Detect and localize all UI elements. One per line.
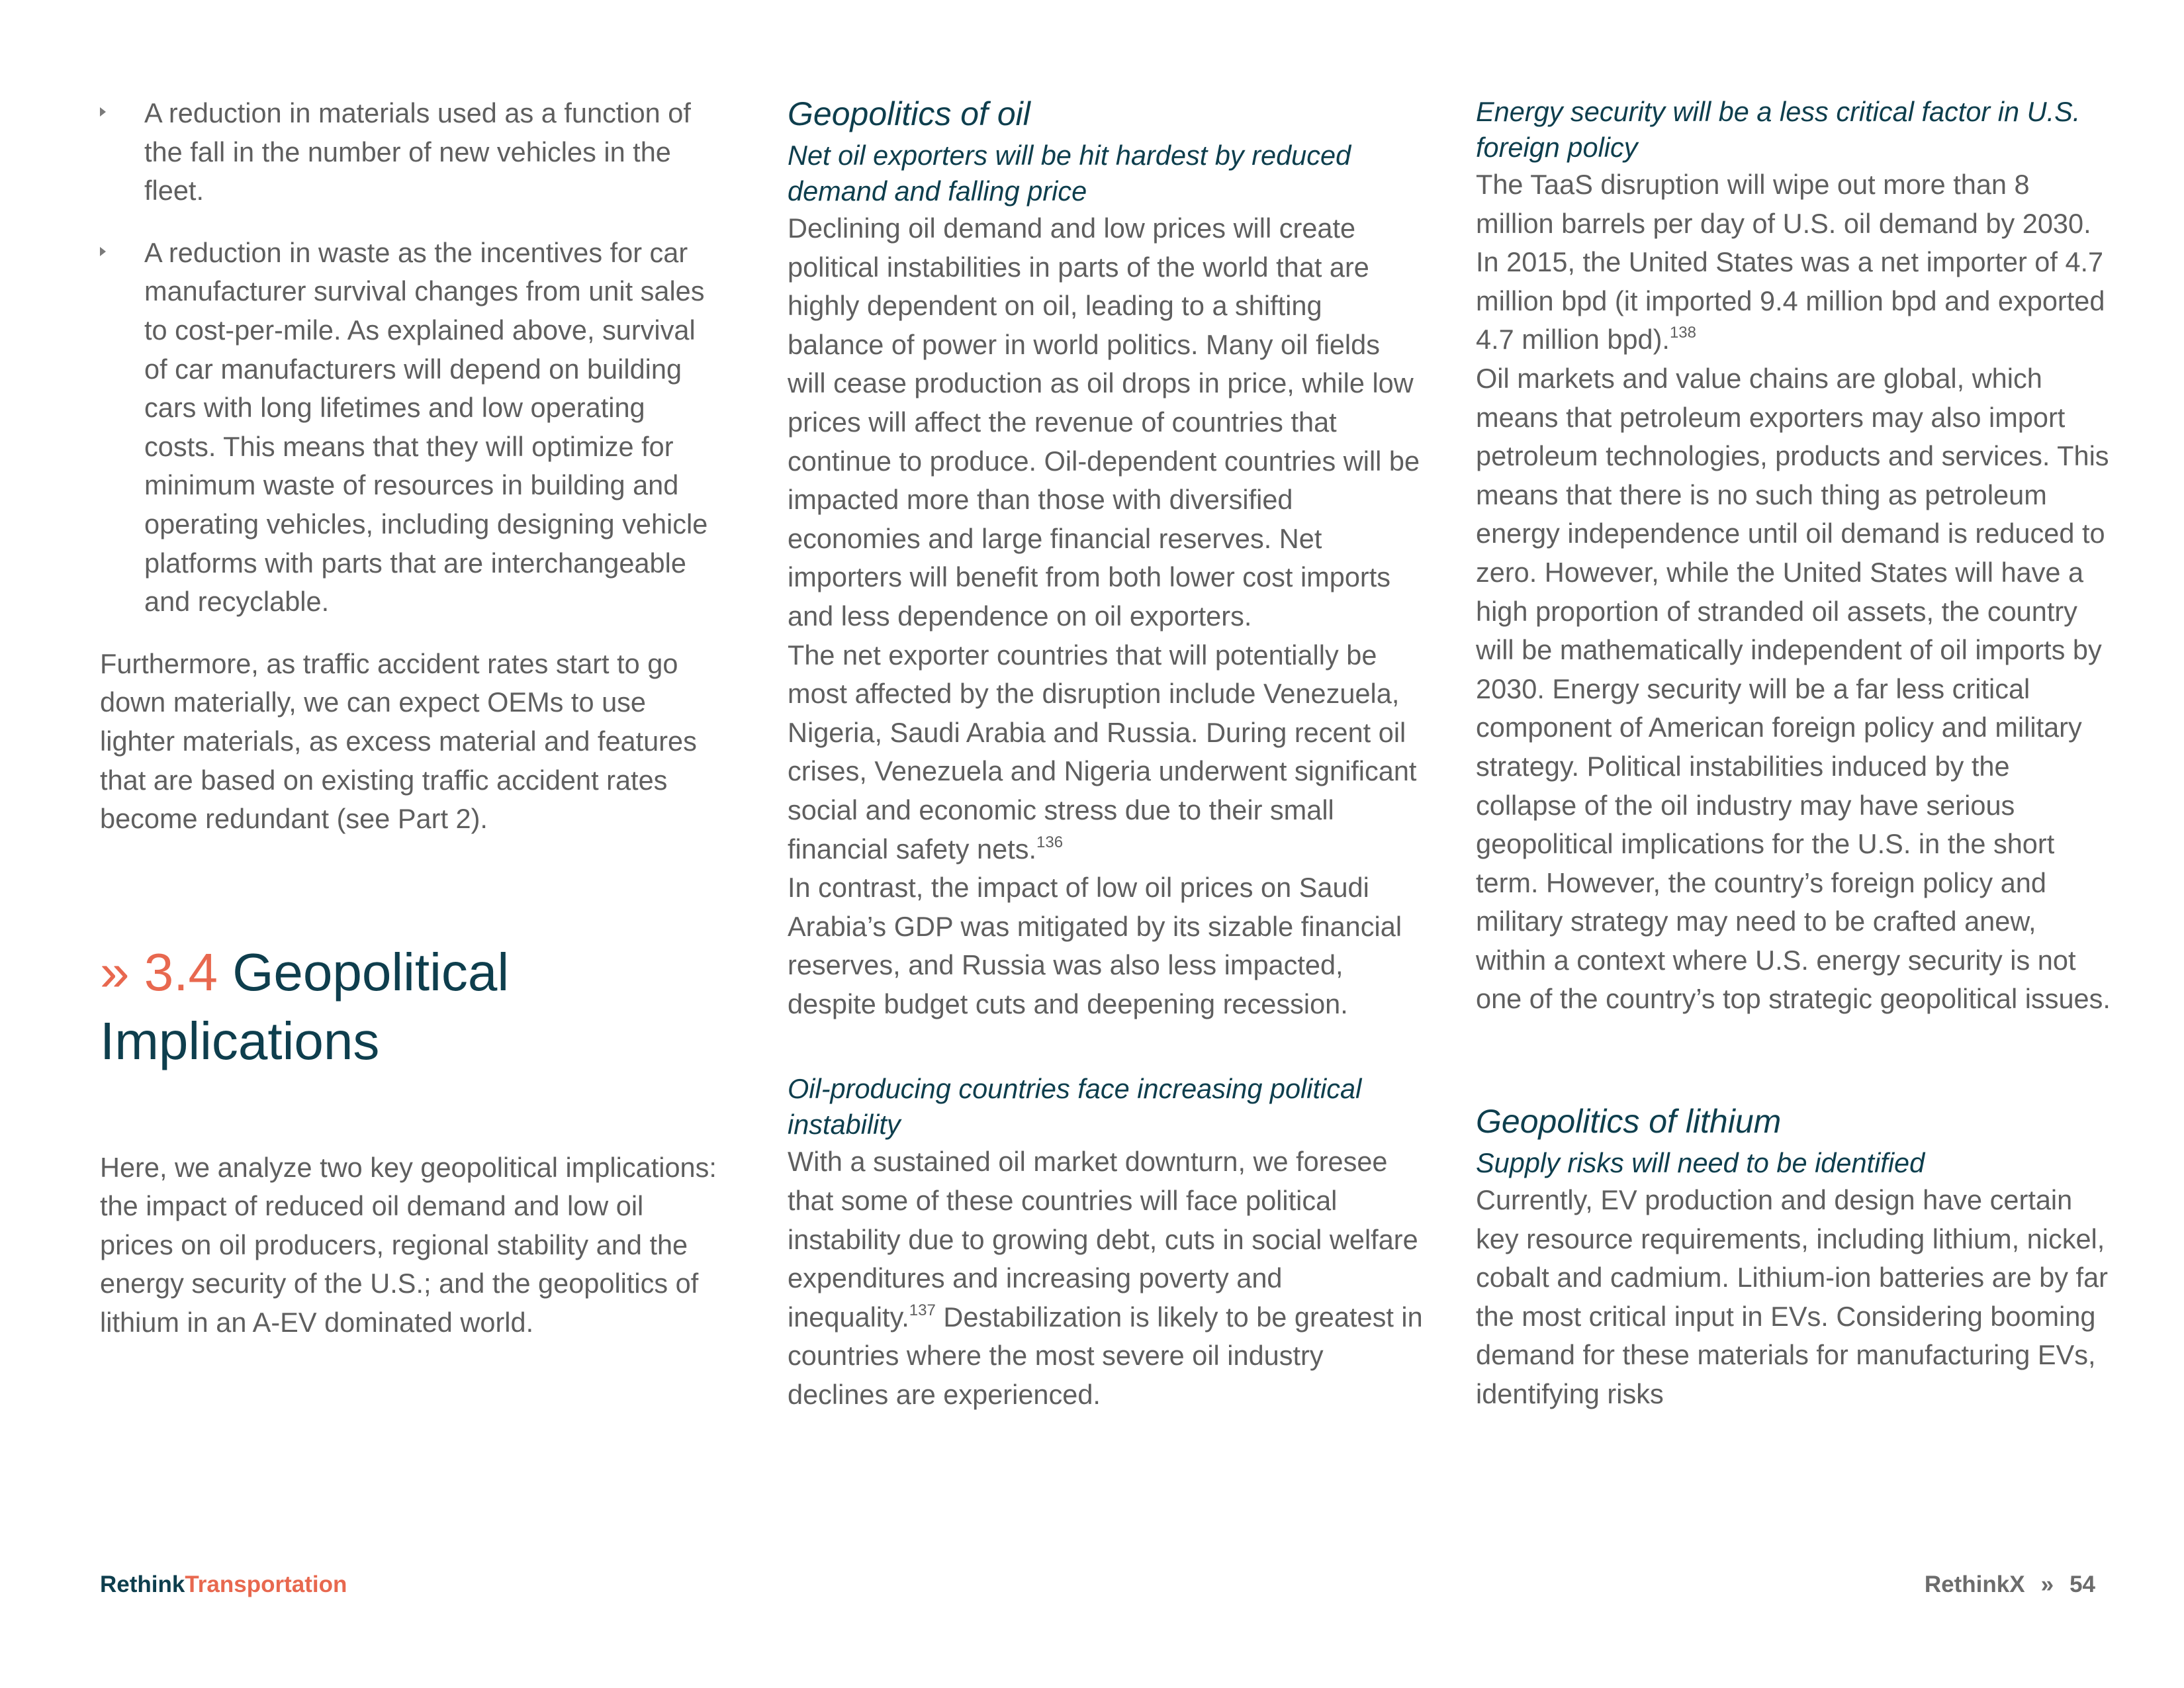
column-left [100,94,722,1342]
paragraph-downturn [788,1143,1423,1414]
paragraph-net-exporters [788,636,1423,1024]
subheading-net-exporters: Net oil exporters will be hit hardest by reduced demand and falling price [788,140,1351,207]
subheading-supply-risks: Supply risks will need to be identified [1476,1147,1925,1179]
footer-page-info [1925,1571,2095,1598]
subheading-energy-security: Energy security will be a less critical factor in U.S. foreign policy [1476,96,2081,163]
heading-geopolitics-of-oil: Geopolitics of oil [788,95,1030,132]
list-item [100,94,722,211]
paragraph-energy-security [1476,165,2111,1019]
paragraph-text: With a sustained oil market downturn, we foresee that some of these countries will face political instability due to growing debt, cuts in social welfare expenditures and increasing poverty and inequality. [788,1146,1418,1333]
footnote-ref: 138 [1669,324,1696,342]
brand-rethink: Rethink [100,1571,185,1597]
paragraph-text: The TaaS disruption will wipe out more than 8 million barrels per day of U.S. oil demand by 2030. In 2015, the United States was a net importer of 4.7 million bpd (it imported 9.4 million bpd and exported 4.7 million bpd). [1476,169,2105,355]
bullet-list [100,94,722,622]
heading-geopolitics-of-lithium: Geopolitics of lithium [1476,1103,1782,1141]
paragraph-text: The net exporter countries that will potentially be most affected by the disruption include Venezuela, Nigeria, Saudi Arabia and Russia. During recent oil crises, Venezuela and Nigeria underwent significant social and economic stress due to their small financial safety nets. [788,639,1417,865]
list-item [100,234,722,622]
bullet-text: A reduction in waste as the incentives for car manufacturer survival changes from unit sales to cost-per-mile. As explained above, survival of car manufacturers will depend on building cars with long lifetimes and low operating costs. This means that they will optimize for minimum waste of resources in building and operating vehicles, including designing vehicle platforms with parts that are interchangeable and recyclable. [144,236,708,618]
footer-separator: » [2040,1571,2054,1597]
section-heading [100,938,722,1076]
publisher-name: RethinkX [1924,1571,2025,1597]
paragraph-text: Oil markets and value chains are global, which means that petroleum exporters may also import petroleum technologies, products and services. This means that there is no such thing as petroleum energy independence until oil demand is reduced to zero. However, while the United States will have a high proportion of stranded oil assets, the country will be mathematically independent of oil imports by 2030. Energy security will be a far less critical component of American foreign policy and military strategy. Political instabilities induced by the collapse of the oil industry may have serious geopolitical implications for the U.S. in the short term. However, the country’s foreign policy and military strategy may need to be crafted anew, within a context where U.S. energy security is not one of the country’s top strategic geopolitical issues. [1476,362,2111,1015]
paragraph-declining-demand: Declining oil demand and low prices will create political instabilities in parts of the world that are highly dependent on oil, leading to a shifting balance of power in world politics. Many oil fields will cease production as oil drops in price, while low prices will affect the revenue of countries that continue to produce. Oil-dependent countries will be impacted more than those with diversified economies and large financial reserves. Net importers will benefit from both lower cost imports and less dependence on oil exporters. [788,212,1420,632]
footnote-ref: 136 [1036,833,1064,851]
footnote-ref: 137 [909,1301,936,1319]
subheading-instability: Oil-producing countries face increasing political instability [788,1073,1362,1141]
column-middle [788,94,1423,1415]
section-number: 3.4 [144,942,218,1002]
section-marker: » [100,942,130,1002]
paragraph-text: In contrast, the impact of low oil prices on Saudi Arabia’s GDP was mitigated by its sizable financial reserves, and Russia was also less impacted, despite budget cuts and deepening recession. [788,872,1402,1019]
footer-brand [100,1571,347,1598]
bullet-text: A reduction in materials used as a function of the fall in the number of new vehicles in the fleet. [144,97,691,207]
column-right [1476,94,2111,1414]
bullet-triangle-icon [100,107,106,117]
paragraph-intro: Here, we analyze two key geopolitical implications: the impact of reduced oil demand and low oil prices on oil producers, regional stability and the energy security of the U.S.; and the geopolitics of lithium in an A-EV dominated world. [100,1151,717,1338]
bullet-triangle-icon [100,247,106,256]
paragraph-text: Destabilization is likely to be greatest in countries where the most severe oil industry declines are experienced. [788,1301,1423,1411]
paragraph-materials: Furthermore, as traffic accident rates start to go down materially, we can expect OEMs to use lighter materials, as excess material and features that are based on existing traffic accident rates become redundant (see Part 2). [100,647,697,835]
brand-transportation: Transportation [185,1571,347,1597]
paragraph-lithium: Currently, EV production and design have certain key resource requirements, including lithium, nickel, cobalt and cadmium. Lithium-ion batteries are by far the most critical input in EVs. Considering booming demand for these materials for manufacturing EVs, identifying risks [1476,1184,2108,1410]
page-number: 54 [2070,1571,2095,1597]
section-title: Geopolitical Implications [100,942,510,1070]
